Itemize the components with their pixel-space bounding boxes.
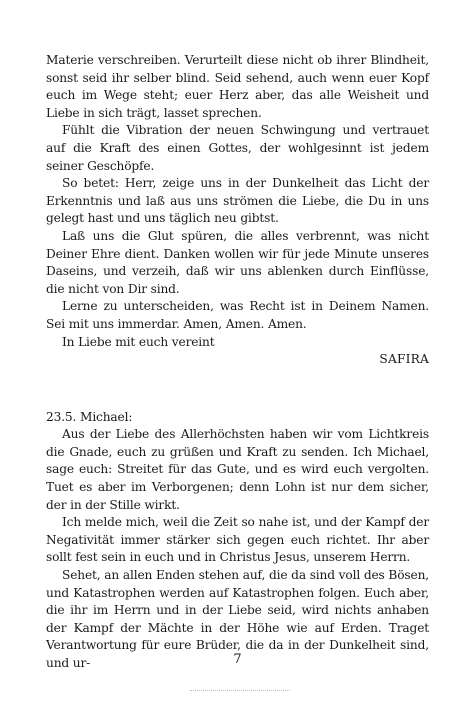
closing-line: In Liebe mit euch vereint bbox=[62, 334, 215, 349]
paragraph-7: Ich melde mich, weil die Zeit so nahe ist, und der Kampf der Negativität immer stärker sich gegen euch richtet. Ihr aber sollt fest sein in euch und in Christus Jesus, unserem Herrn. bbox=[46, 515, 429, 565]
paragraph-3: So betet: Herr, zeige uns in der Dunkelheit das Licht der Erkenntnis und laß aus uns strömen die Liebe, die Du in uns gelegt hast und uns täglich neu gibtst. bbox=[46, 176, 429, 226]
paragraph-1: Materie verschreiben. Verurteilt diese nicht ob ihrer Blindheit, sonst seid ihr selber blind. Seid sehend, auch wenn euer Kopf euch im Wege steht; euer Herz aber, das alle Weisheit und Liebe in sich trägt, lasset sprechen. bbox=[46, 53, 429, 120]
page-text bbox=[46, 52, 429, 673]
paragraph-5: Lerne zu unterscheiden, was Recht ist in Deinem Namen. Sei mit uns immerdar. Amen, Amen. Amen. bbox=[46, 299, 429, 331]
paragraph-4: Laß uns die Glut spüren, die alles verbrennt, was nicht Deiner Ehre dient. Danken wollen wir für jede Minute unseres Daseins, und verzeih, daß wir uns ablenken durch Einflüsse, die nicht von Dir sind. bbox=[46, 228, 429, 296]
section-gap bbox=[46, 369, 429, 409]
paragraph-6: Aus der Liebe des Allerhöchsten haben wir vom Lichtkreis die Gnade, euch zu grüßen und Kraft zu senden. Ich Michael, sage euch: Streitet für das Gute, und es wird euch vergolten. Tuet es aber im Verborgenen; denn Lohn ist nur dem sicher, der in der Stille wirkt. bbox=[46, 427, 429, 512]
scan-speckle bbox=[190, 690, 290, 695]
page-number: 7 bbox=[233, 652, 242, 667]
section-heading: 23.5. Michael: bbox=[46, 409, 133, 424]
paragraph-8: Sehet, an allen Enden stehen auf, die da sind voll des Bösen, und Katastrophen werden auf Katastrophen folgen. Euch aber, die ihr im Herrn und in der Liebe seid, wird nichts anhaben der Kampf der Mächte in der Höhe wie auf Erden. Traget Verantwortung für eure Brüder, die da in der Dunkelheit sind, und ur- bbox=[46, 568, 429, 670]
paragraph-2: Fühlt die Vibration der neuen Schwingung und vertrauet auf die Kraft des einen Gottes, der wohlgesinnt ist jedem seiner Geschöpfe. bbox=[46, 123, 429, 173]
signature: SAFIRA bbox=[379, 352, 429, 367]
